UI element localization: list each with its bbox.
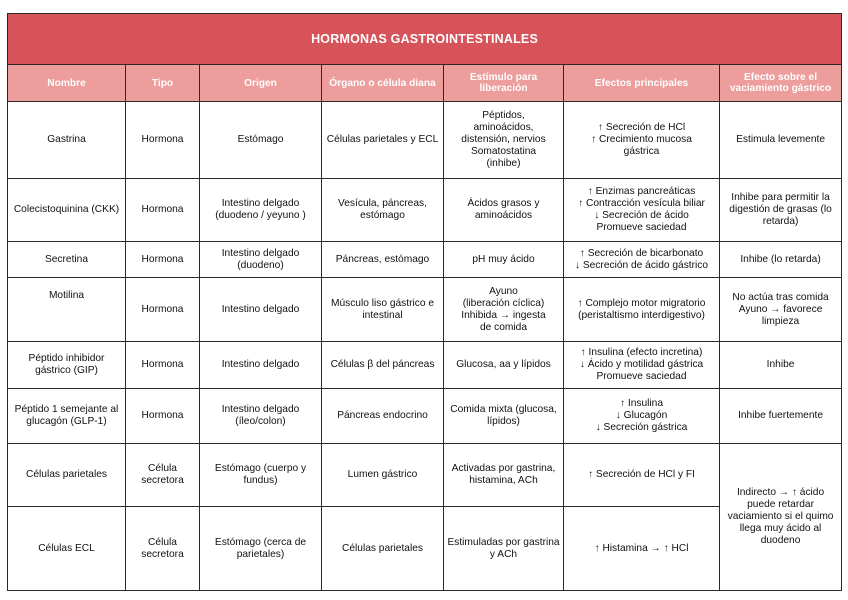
cell-organo: Lumen gástrico xyxy=(322,444,444,507)
cell-estimulo: Activadas por gastrina, histamina, ACh xyxy=(444,444,564,507)
cell-tipo: Hormona xyxy=(126,388,200,444)
cell-nombre: Secretina xyxy=(8,242,126,278)
cell-text: ↑ Insulina (efecto incretina) ↓ Ácido y motilidad gástrica Promueve saciedad xyxy=(579,347,704,383)
header-vaciamiento: Efecto sobre el vaciamiento gástrico xyxy=(720,65,842,102)
cell-vaciamiento: Estimula levemente xyxy=(720,102,842,179)
cell-origen: Estómago xyxy=(200,102,322,179)
cell-text: No actúa tras comida Ayuno → favorece limpieza xyxy=(732,291,829,327)
cell-estimulo xyxy=(444,278,564,342)
cell-text: ↑ Complejo motor migratorio (peristaltismo interdigestivo) xyxy=(577,297,706,321)
cell-nombre: Motilina xyxy=(8,278,126,342)
cell-organo: Células parietales y ECL xyxy=(322,102,444,179)
header-tipo: Tipo xyxy=(126,65,200,102)
cell-tipo: Hormona xyxy=(126,242,200,278)
cell-text: ↑ Secreción de HCl ↑ Crecimiento mucosa gástrica xyxy=(591,122,692,158)
cell-tipo: Hormona xyxy=(126,278,200,342)
cell-origen: Estómago (cerca de parietales) xyxy=(200,507,322,591)
cell-vaciamiento: Inhibe para permitir la digestión de grasas (lo retarda) xyxy=(720,179,842,242)
cell-text: ↑ Enzimas pancreáticas ↑ Contracción vesícula biliar ↓ Secreción de ácido Promueve saciedad xyxy=(578,186,705,234)
header-origen: Origen xyxy=(200,65,322,102)
table-row xyxy=(8,278,842,342)
cell-efectos xyxy=(564,342,720,388)
cell-vaciamiento: Inhibe (lo retarda) xyxy=(720,242,842,278)
cell-origen: Intestino delgado xyxy=(200,342,322,388)
cell-text: Péptidos, aminoácidos, distensión, nervios Somatostatina (inhibe) xyxy=(461,110,546,170)
cell-organo: Células β del páncreas xyxy=(322,342,444,388)
table-row xyxy=(8,388,842,444)
cell-nombre: Colecistoquinina (CKK) xyxy=(8,179,126,242)
hormones-table xyxy=(7,13,842,591)
cell-efectos: ↑ Secreción de HCl y FI xyxy=(564,444,720,507)
cell-efectos xyxy=(564,102,720,179)
cell-organo: Vesícula, páncreas, estómago xyxy=(322,179,444,242)
cell-text: Ayuno (liberación cíclica) Inhibida → ingesta de comida xyxy=(461,285,546,333)
cell-estimulo: Estimuladas por gastrina y ACh xyxy=(444,507,564,591)
cell-organo: Músculo liso gástrico e intestinal xyxy=(322,278,444,342)
cell-efectos xyxy=(564,242,720,278)
cell-organo: Células parietales xyxy=(322,507,444,591)
table-title: HORMONAS GASTROINTESTINALES xyxy=(8,14,842,65)
table-row xyxy=(8,444,842,507)
cell-origen: Intestino delgado (íleo/colon) xyxy=(200,388,322,444)
cell-vaciamiento xyxy=(720,278,842,342)
table-row xyxy=(8,102,842,179)
header-organo: Órgano o célula diana xyxy=(322,65,444,102)
cell-tipo: Hormona xyxy=(126,179,200,242)
table-row xyxy=(8,179,842,242)
cell-organo: Páncreas, estómago xyxy=(322,242,444,278)
cell-nombre: Gastrina xyxy=(8,102,126,179)
cell-text: ↑ Secreción de bicarbonato ↓ Secreción de ácido gástrico xyxy=(574,247,709,271)
cell-tipo: Célula secretora xyxy=(126,507,200,591)
cell-efectos xyxy=(564,179,720,242)
table-row xyxy=(8,342,842,388)
cell-nombre: Péptido 1 semejante al glucagón (GLP-1) xyxy=(8,388,126,444)
table-row xyxy=(8,507,842,591)
cell-origen: Intestino delgado (duodeno) xyxy=(200,242,322,278)
cell-estimulo xyxy=(444,102,564,179)
cell-organo: Páncreas endocrino xyxy=(322,388,444,444)
cell-estimulo: pH muy ácido xyxy=(444,242,564,278)
cell-estimulo: Comida mixta (glucosa, lípidos) xyxy=(444,388,564,444)
cell-nombre: Células parietales xyxy=(8,444,126,507)
cell-origen: Intestino delgado (duodeno / yeyuno ) xyxy=(200,179,322,242)
table-row xyxy=(8,242,842,278)
header-nombre: Nombre xyxy=(8,65,126,102)
cell-vaciamiento-merged: Indirecto → ↑ ácido puede retardar vaciamiento si el quimo llega muy ácido al duodeno xyxy=(720,444,842,591)
header-efectos: Efectos principales xyxy=(564,65,720,102)
cell-vaciamiento: Inhibe xyxy=(720,342,842,388)
cell-text: ↑ Insulina ↓ Glucagón ↓ Secreción gástrica xyxy=(595,398,688,434)
cell-efectos xyxy=(564,278,720,342)
header-estimulo: Estímulo para liberación xyxy=(444,65,564,102)
cell-nombre: Péptido inhibidor gástrico (GIP) xyxy=(8,342,126,388)
cell-estimulo: Ácidos grasos y aminoácidos xyxy=(444,179,564,242)
cell-nombre: Células ECL xyxy=(8,507,126,591)
cell-efectos xyxy=(564,388,720,444)
cell-tipo: Hormona xyxy=(126,102,200,179)
cell-vaciamiento: Inhibe fuertemente xyxy=(720,388,842,444)
cell-tipo: Célula secretora xyxy=(126,444,200,507)
cell-origen: Intestino delgado xyxy=(200,278,322,342)
cell-tipo: Hormona xyxy=(126,342,200,388)
cell-estimulo: Glucosa, aa y lípidos xyxy=(444,342,564,388)
cell-origen: Estómago (cuerpo y fundus) xyxy=(200,444,322,507)
cell-efectos: ↑ Histamina → ↑ HCl xyxy=(564,507,720,591)
